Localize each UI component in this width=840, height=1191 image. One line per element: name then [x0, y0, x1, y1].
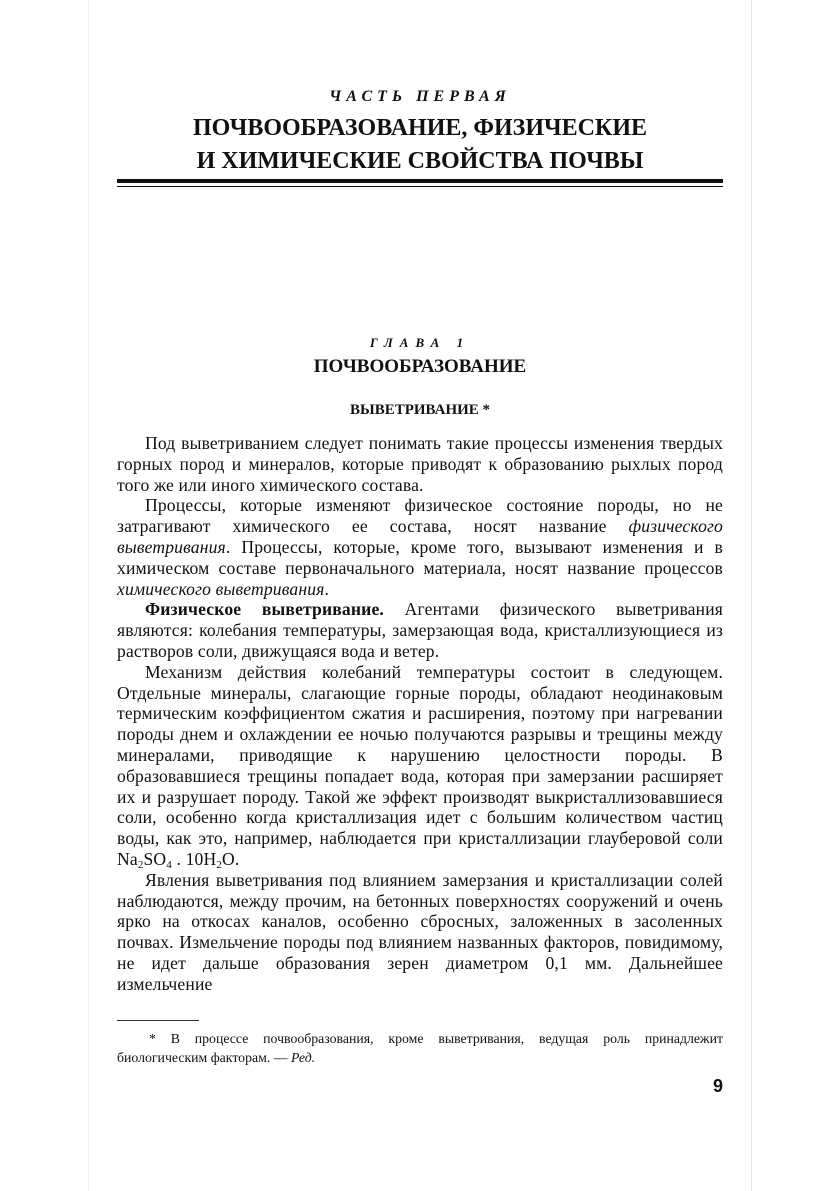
formula-na: Na — [117, 848, 138, 869]
paragraph-5: Явления выветривания под влиянием замерзания и кристаллизации солей наблюдаются, между прочим, на бетонных поверхностях сооружений и очень ярко на откосах каналов, особенно сбросных, заложенных в засоленных почвах. Измельчение породы под влиянием названных факторов, повидимому, не идет дальше образования зерен диаметром 0,1 мм. Дальнейшее измельчение — [117, 869, 723, 994]
book-page — [88, 0, 752, 1191]
formula-sub-2: 2 — [137, 858, 144, 871]
part-title-line-1: ПОЧВООБРАЗОВАНИЕ, ФИЗИЧЕСКИЕ — [192, 115, 648, 141]
footnote-editor: Ред. — [290, 1050, 316, 1065]
paragraph-1: Под выветриванием следует понимать такие процессы изменения твердых горных пород и минералов, которые приводят к образованию рыхлых пород того же или иного химического состава. — [117, 433, 723, 495]
formula-sub-4: 4 — [166, 858, 172, 871]
formula-so: SO — [143, 848, 167, 869]
term-physical-weathering: физического выветривания — [117, 516, 723, 557]
p4-text: Механизм действия колебаний температуры состоит в следующем. Отдельные минералы, слагающие горные породы, обладают неодинаковым термическим коэффициентом сжатия и расширения, поэтому при нагревании породы днем и охлаждении ее ночью получаются разрывы и трещины между минералами, приводящие к нарушению целостности породы. В образовавшиеся трещины попадает вода, которая при замерзании расширяет их и разрушает породу. Такой же эффект производят выкристаллизовавшиеся соли, особенно когда кристаллизация идет с большим количеством частиц воды, как это, например, наблюдается при кристаллизации глауберовой соли — [117, 661, 723, 849]
term-chemical-weathering: химического выветривания — [117, 578, 325, 599]
section-title: ВЫВЕТРИВАНИЕ * — [349, 402, 491, 418]
paragraph-4 — [117, 662, 723, 870]
footnote-rule — [117, 1020, 199, 1021]
p2-end: . — [324, 578, 330, 599]
part-title — [89, 112, 751, 178]
footnote-text: * В процессе почвообразования, кроме выветривания, ведущая роль принадлежит биологическим факторам. — — [117, 1031, 723, 1065]
chapter-label: ГЛАВА 1 — [369, 335, 471, 350]
formula-o: O. — [222, 848, 240, 869]
paragraph-3 — [117, 599, 723, 661]
chemical-formula — [117, 849, 239, 869]
p3-text: Агентами физического выветривания являются: колебания температуры, замерзающая вода, кристаллизующиеся из растворов соли, движущаяся вода и ветер. — [117, 599, 724, 661]
paragraph-2 — [117, 495, 723, 599]
header-rule-thick — [117, 179, 723, 183]
p2-mid: . Процессы, которые, кроме того, вызывают изменения и в химическом составе первоначального материала, носят название процессов — [117, 536, 723, 578]
part-label: ЧАСТЬ ПЕРВАЯ — [329, 88, 511, 105]
header-rule-thin — [117, 186, 723, 187]
page-number: 9 — [712, 1076, 723, 1096]
chapter-title: ПОЧВООБРАЗОВАНИЕ — [313, 356, 527, 377]
formula-water-count: . 10H — [171, 848, 217, 869]
subsection-heading: Физическое выветривание. — [145, 599, 384, 620]
part-title-line-2: И ХИМИЧЕСКИЕ СВОЙСТВА ПОЧВЫ — [196, 148, 644, 174]
p2-start: Процессы, которые изменяют физическое состояние породы, но не затрагивают химического ее состава, носят название — [117, 495, 723, 537]
formula-sub-2b: 2 — [216, 858, 222, 871]
footnote — [117, 1029, 723, 1067]
body-text — [117, 433, 723, 995]
